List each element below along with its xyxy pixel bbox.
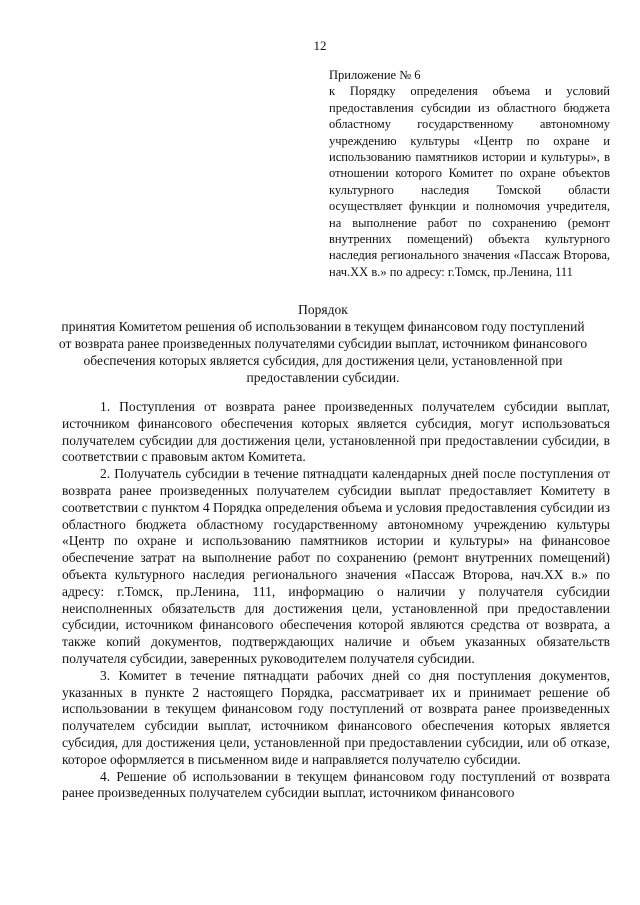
appendix-block <box>329 67 610 280</box>
document-title <box>58 301 588 386</box>
document-heading: Порядок <box>298 302 348 317</box>
document-subheading: принятия Комитетом решения об использовании в текущем финансовом году поступлений от возврата ранее произведенных получателями субсидии выплат, источником финансового обеспечения которых является субсидия, для достижения цели, установленной при предоставлении субсидии. <box>58 319 588 385</box>
page-number: 12 <box>313 38 327 53</box>
document-body <box>62 399 610 802</box>
appendix-title: Приложение № 6 <box>329 68 421 82</box>
paragraph-3: 3. Комитет в течение пятнадцати рабочих дней со дня поступления документов, указанных в пункте 2 настоящего Порядка, рассматривает их и принимает решение об использовании в текущем финансовом году поступлений от возврата ранее произведенных получателем субсидии выплат, источником финансового обеспечения которых является субсидия, для достижения цели, установленной при предоставлении субсидии, или об отказе, которое оформляется в письменном виде и направляется получателю субсидии. <box>62 667 610 767</box>
paragraph-2: 2. Получатель субсидии в течение пятнадцати календарных дней после поступления от возврата ранее произведенных получателем субсидии выплат предоставляет Комитету в соответствии с пунктом 4 Порядка определения объема и условия предоставления субсидии из областного бюджета областному государственному автономному учреждению культуры «Центр по охране и использованию памятников истории и культуры» на финансовое обеспечение затрат на выполнение работ по сохранению (ремонт внутренних помещений) объекта культурного наследия регионального значения «Пассаж Второва, нач.XX в.» по адресу: г.Томск, пр.Ленина, 111, информацию о наличии у получателя субсидии неисполненных обязательств для достижения цели, установленной при предоставлении субсидии, источником финансового обеспечения которой являются средства от возврата, а также копий документов, подтверждающих наличие и объем указанных обязательств получателя субсидии, заверенных руководителем получателя субсидии. <box>62 466 610 666</box>
paragraph-4: 4. Решение об использовании в текущем финансовом году поступлений от возврата ранее произведенных получателем субсидии выплат, источником финансового <box>62 768 610 801</box>
paragraph-1: 1. Поступления от возврата ранее произведенных получателем субсидии выплат, источником финансового обеспечения которых является субсидия, могут использоваться получателем субсидии для достижения цели, установленной при предоставлении субсидии, в соответствии с правовым актом Комитета. <box>62 399 610 465</box>
appendix-text: к Порядку определения объема и условий предоставления субсидии из областного бюджета областному государственному автономному учреждению культуры «Центр по охране и использованию памятников истории и культуры», в отношении которого Комитет по охране объектов культурного наследия Томской области осуществляет функции и полномочия учредителя, на выполнение работ по сохранению (ремонт внутренних помещений) объекта культурного наследия регионального значения «Пассаж Второва, нач.XX в.» по адресу: г.Томск, пр.Ленина, 111 <box>329 84 610 279</box>
